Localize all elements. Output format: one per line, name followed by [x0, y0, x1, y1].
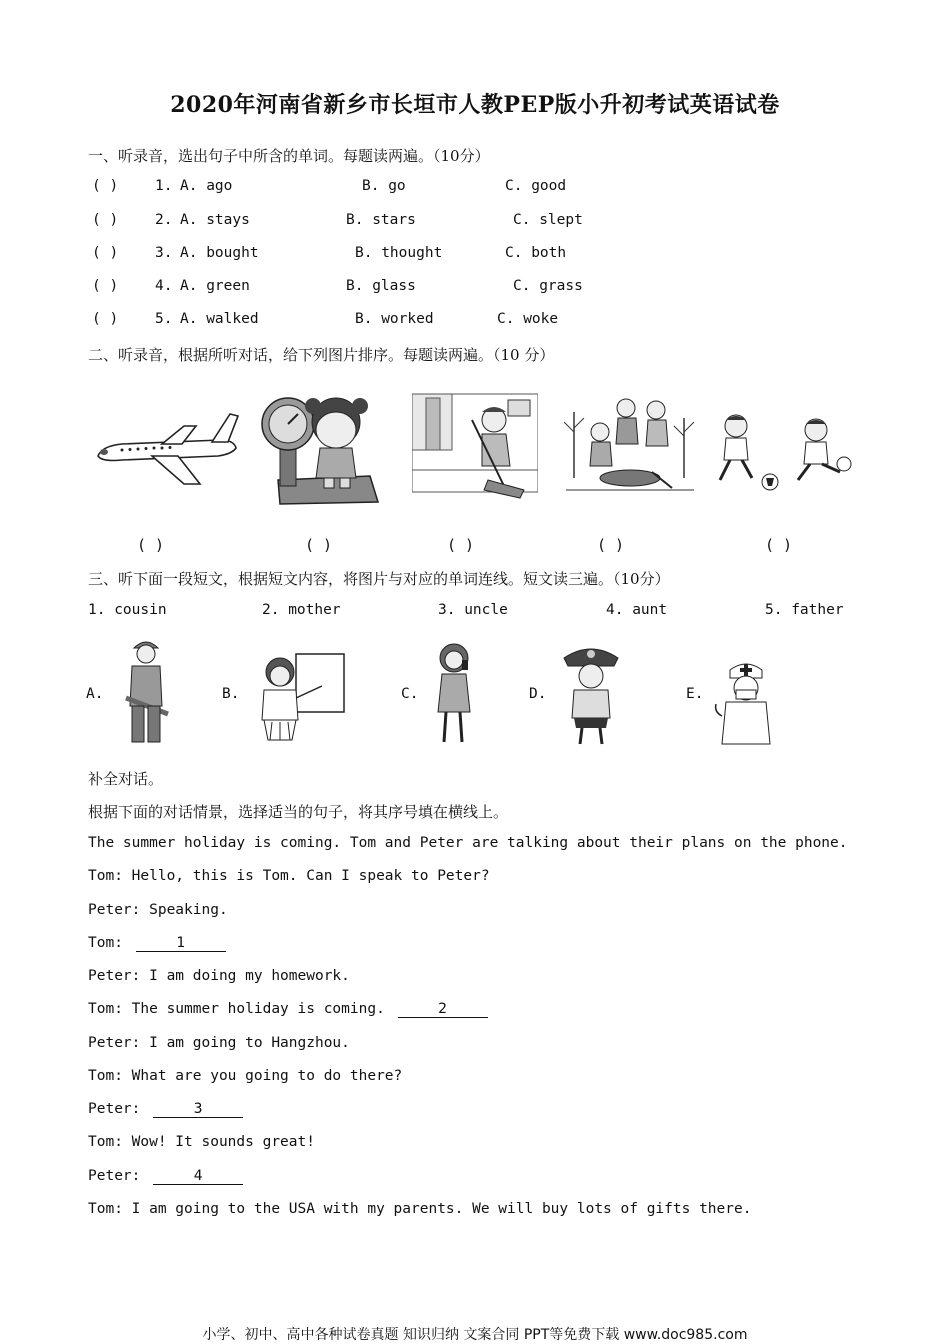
option-b: B. worked — [355, 311, 434, 327]
order-bracket[interactable]: ( ) — [765, 536, 793, 554]
word-cousin: 1. cousin — [88, 602, 167, 618]
dialogue-text: Peter: — [88, 1101, 150, 1117]
dialogue-line — [88, 902, 228, 918]
answer-blank-4[interactable]: 4 — [153, 1168, 243, 1185]
order-bracket[interactable]: ( ) — [447, 536, 475, 554]
dialogue-text: Peter: — [88, 1168, 150, 1184]
section2-heading: 二、听录音，根据所听对话，给下列图片排序。每题读两遍。（10 分） — [88, 346, 555, 364]
letter-e: E. — [686, 686, 704, 702]
word-uncle: 3. uncle — [438, 602, 508, 618]
answer-bracket[interactable]: ( ) — [92, 278, 119, 294]
answer-bracket[interactable]: ( ) — [92, 245, 119, 261]
option-c: C. good — [505, 178, 567, 194]
planting-trees-image — [560, 392, 698, 496]
dialogue-text: Peter: I am doing my homework. — [88, 968, 350, 984]
option-a: A. walked — [180, 311, 259, 327]
dialogue-line — [88, 968, 350, 984]
policewoman-image — [556, 640, 626, 748]
option-a: A. ago — [180, 178, 233, 194]
option-a: A. stays — [180, 212, 250, 228]
girl-phone-image — [428, 640, 482, 746]
letter-c: C. — [401, 686, 419, 702]
section3-heading: 三、听下面一段短文，根据短文内容，将图片与对应的单词连线。短文读三遍。（10分） — [88, 570, 670, 588]
boy-sweeping-image — [412, 390, 538, 502]
order-bracket[interactable]: ( ) — [305, 536, 333, 554]
page-title: 2020年河南省新乡市长垣市人教PEP版小升初考试英语试卷 — [170, 92, 780, 118]
section1-heading: 一、听录音，选出句子中所含的单词。每题读两遍。（10分） — [88, 147, 490, 165]
dialogue-line — [88, 868, 490, 884]
word-mother: 2. mother — [262, 602, 341, 618]
worker-image — [116, 636, 178, 748]
dialogue-text: Peter: I am going to Hangzhou. — [88, 1035, 350, 1051]
question-number: 5. — [155, 311, 173, 327]
option-c: C. both — [505, 245, 567, 261]
page-footer[interactable]: 小学、初中、高中各种试卷真题 知识归纳 文案合同 PPT等免费下载 www.doc985.com — [202, 1327, 748, 1343]
option-c: C. woke — [497, 311, 559, 327]
question-number: 2. — [155, 212, 173, 228]
section4-heading: 补全对话。 — [88, 770, 164, 788]
option-c: C. slept — [513, 212, 583, 228]
dialogue-text: Tom: — [88, 935, 132, 951]
answer-bracket[interactable]: ( ) — [92, 178, 119, 194]
letter-b: B. — [222, 686, 240, 702]
section4-instruction: 根据下面的对话情景，选择适当的句子，将其序号填在横线上。 — [88, 803, 509, 821]
dialogue-line — [88, 935, 226, 952]
word-aunt: 4. aunt — [606, 602, 668, 618]
teacher-image — [246, 650, 348, 742]
dialogue-line — [88, 1068, 402, 1084]
option-a: A. green — [180, 278, 250, 294]
answer-blank-1[interactable]: 1 — [136, 935, 226, 952]
dialogue-line — [88, 1001, 488, 1018]
dialogue-line — [88, 1168, 243, 1185]
answer-bracket[interactable]: ( ) — [92, 311, 119, 327]
answer-blank-2[interactable]: 2 — [398, 1001, 488, 1018]
dialogue-text: Tom: I am going to the USA with my parents. We will buy lots of gifts there. — [88, 1201, 752, 1217]
dialogue-text: Tom: Wow! It sounds great! — [88, 1134, 315, 1150]
football-image — [712, 412, 852, 496]
girl-on-scale-image — [258, 392, 388, 510]
option-c: C. grass — [513, 278, 583, 294]
letter-a: A. — [86, 686, 104, 702]
option-b: B. stars — [346, 212, 416, 228]
dialogue-intro: The summer holiday is coming. Tom and Peter are talking about their plans on the phone. — [88, 835, 848, 851]
airplane-image — [92, 408, 240, 490]
dialogue-text: Peter: Speaking. — [88, 902, 228, 918]
dialogue-text: Tom: What are you going to do there? — [88, 1068, 403, 1084]
dialogue-line — [88, 1134, 315, 1150]
option-b: B. go — [362, 178, 406, 194]
dialogue-line — [88, 1101, 243, 1118]
option-a: A. bought — [180, 245, 259, 261]
letter-d: D. — [529, 686, 547, 702]
dialogue-line — [88, 1035, 350, 1051]
answer-bracket[interactable]: ( ) — [92, 212, 119, 228]
dialogue-text: Tom: Hello, this is Tom. Can I speak to Peter? — [88, 868, 490, 884]
question-number: 1. — [155, 178, 173, 194]
answer-blank-3[interactable]: 3 — [153, 1101, 243, 1118]
option-b: B. glass — [346, 278, 416, 294]
order-bracket[interactable]: ( ) — [597, 536, 625, 554]
dialogue-line — [88, 1201, 751, 1217]
dialogue-text: Tom: The summer holiday is coming. — [88, 1001, 394, 1017]
question-number: 4. — [155, 278, 173, 294]
doctor-image — [712, 656, 782, 748]
order-bracket[interactable]: ( ) — [137, 536, 165, 554]
word-father: 5. father — [765, 602, 844, 618]
option-b: B. thought — [355, 245, 443, 261]
question-number: 3. — [155, 245, 173, 261]
